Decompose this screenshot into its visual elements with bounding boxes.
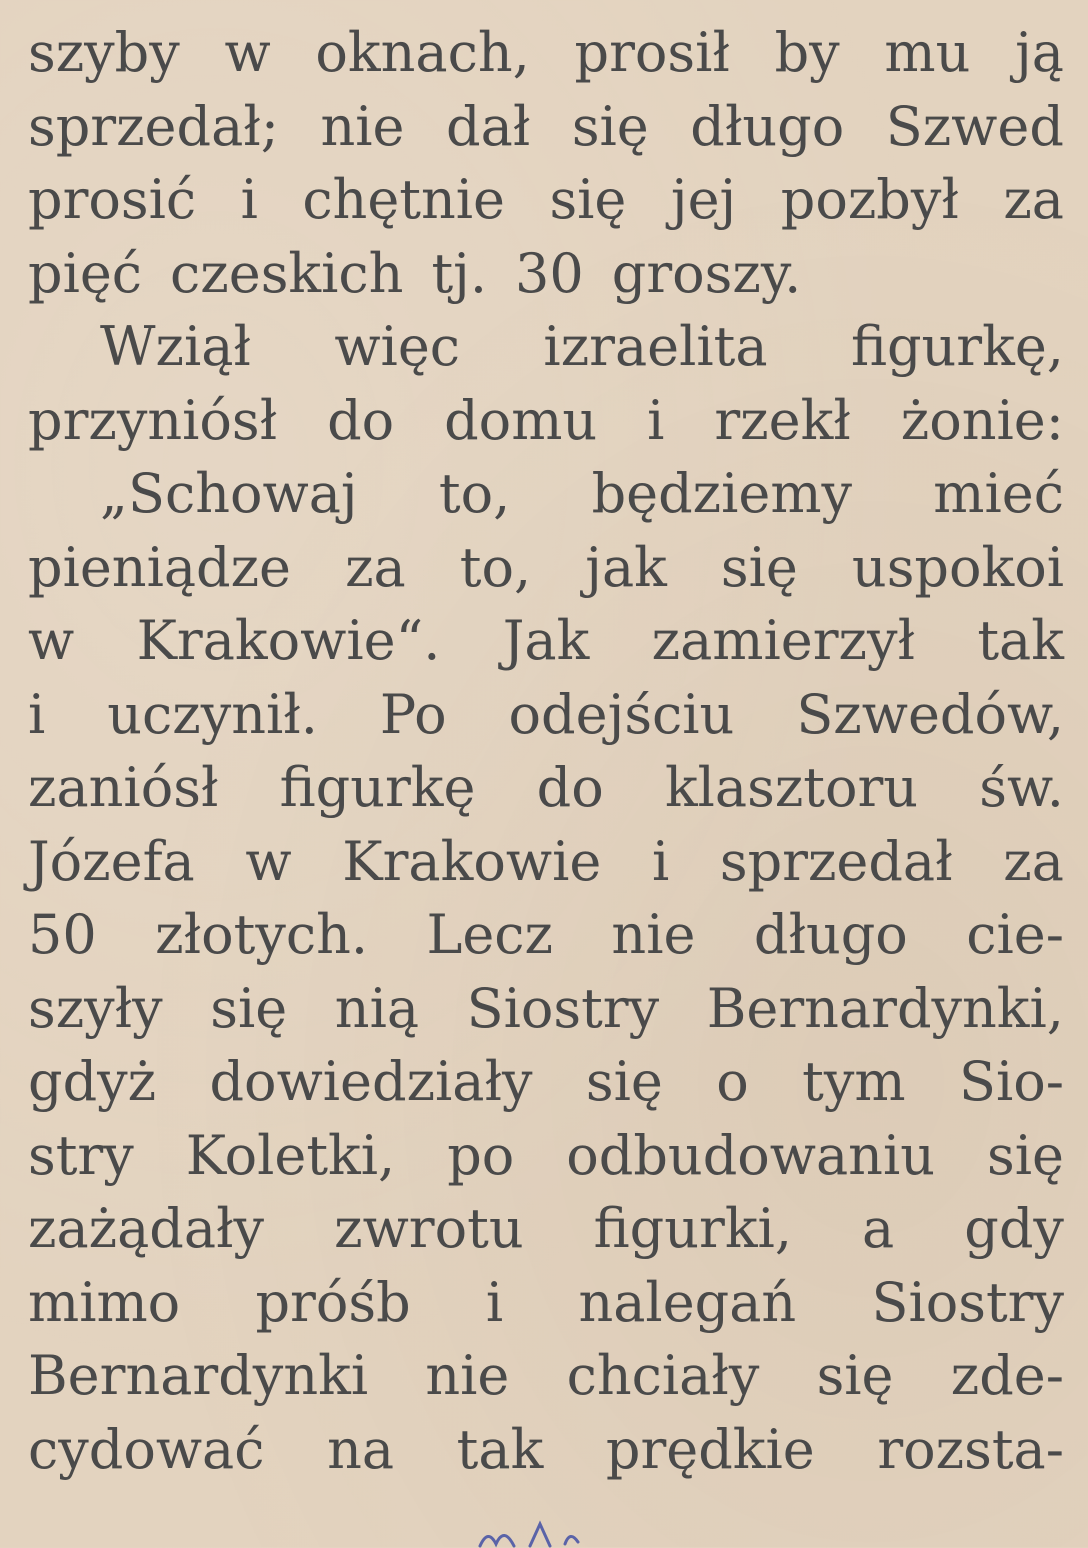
word: i xyxy=(240,168,258,231)
word: ją xyxy=(1015,21,1064,84)
word: szyby xyxy=(28,21,180,84)
word: rzekł xyxy=(714,388,851,452)
word: nią xyxy=(334,976,420,1040)
word: uczynił. xyxy=(107,682,318,746)
word: domu xyxy=(444,388,598,452)
word: próśb xyxy=(255,1270,411,1334)
text-line xyxy=(28,825,1064,899)
text-line xyxy=(28,1045,1064,1119)
word: zaniósł xyxy=(28,756,219,819)
word: odejściu xyxy=(508,682,735,746)
text-line xyxy=(28,310,1064,384)
text-column xyxy=(28,16,1064,1486)
word: się xyxy=(571,94,649,158)
word: tak xyxy=(977,609,1064,672)
text-line xyxy=(28,1413,1064,1487)
word: nie xyxy=(425,1344,510,1407)
word: 50 xyxy=(28,903,97,966)
word: rozsta- xyxy=(877,1417,1064,1481)
word: w xyxy=(245,829,292,893)
word: Bernardynki, xyxy=(706,976,1064,1040)
word: prosić xyxy=(28,168,197,231)
word: zamierzył xyxy=(651,609,916,672)
word: nalegań xyxy=(578,1270,797,1334)
word: pięć xyxy=(28,241,143,305)
text-line xyxy=(28,604,1064,678)
text-line xyxy=(28,384,1064,458)
text-line xyxy=(28,898,1064,972)
word: pieniądze xyxy=(28,535,292,599)
word: czeskich xyxy=(170,241,404,305)
word: tym xyxy=(802,1050,906,1113)
word: szyły xyxy=(28,976,163,1040)
word: to, xyxy=(438,462,511,525)
word: Bernardynki xyxy=(28,1344,369,1407)
word: figurkę xyxy=(279,756,476,819)
word: Szwed xyxy=(885,94,1064,158)
word: groszy. xyxy=(611,241,802,305)
text-line xyxy=(28,163,1064,237)
word: mieć xyxy=(933,462,1064,525)
word: sprzedał; xyxy=(28,94,279,158)
word: pozbył xyxy=(780,168,959,231)
text-line xyxy=(28,1266,1064,1340)
text-line xyxy=(28,1192,1064,1266)
word: oknach, xyxy=(315,21,530,84)
word: więc xyxy=(334,315,461,378)
word: i xyxy=(647,388,665,452)
word: zde- xyxy=(950,1344,1064,1407)
word: by xyxy=(774,21,840,84)
word: cie- xyxy=(966,903,1064,966)
word: uspokoi xyxy=(851,535,1064,599)
word: i xyxy=(651,829,670,893)
word: będziemy xyxy=(591,462,853,525)
ink-scribble-mark xyxy=(470,1518,630,1548)
word: chętnie xyxy=(302,168,505,231)
text-line xyxy=(28,678,1064,752)
word: złotych. xyxy=(155,903,369,966)
word: do xyxy=(327,388,395,452)
word: żonie: xyxy=(900,388,1064,452)
word: się xyxy=(549,168,627,231)
word: za xyxy=(1003,829,1064,893)
word: Siostry xyxy=(871,1270,1064,1334)
word: chciały xyxy=(566,1344,760,1407)
word: figurkę, xyxy=(850,315,1064,378)
word: zażądały xyxy=(28,1197,265,1260)
word: i xyxy=(28,682,46,746)
word: się xyxy=(816,1344,894,1407)
word: a xyxy=(862,1197,895,1260)
word: dał xyxy=(446,94,531,158)
word: mu xyxy=(884,21,971,84)
word: na xyxy=(327,1417,395,1481)
word: gdy xyxy=(964,1197,1064,1260)
text-line xyxy=(28,237,1064,311)
text-line xyxy=(28,457,1064,531)
word: Lecz xyxy=(426,903,553,966)
word: i xyxy=(485,1270,504,1334)
word: Józefa xyxy=(28,829,195,893)
word: 30 xyxy=(515,241,584,305)
word: Po xyxy=(379,682,447,746)
word: jak xyxy=(585,535,667,599)
word: Koletki, xyxy=(185,1123,396,1187)
word: Krakowie xyxy=(342,829,602,893)
text-line xyxy=(28,90,1064,164)
text-line xyxy=(28,1119,1064,1193)
word: „Schowaj xyxy=(100,462,358,525)
word: prędkie xyxy=(605,1417,815,1481)
word: Wziął xyxy=(100,315,251,378)
word: sprzedał xyxy=(719,829,953,893)
word: za xyxy=(1003,168,1064,231)
word: Krakowie“. xyxy=(136,609,441,672)
word: izraelita xyxy=(543,315,768,378)
word: się xyxy=(585,1050,663,1113)
word: w xyxy=(224,21,271,84)
word: się xyxy=(987,1123,1064,1187)
word: za xyxy=(345,535,406,599)
word: dowiedziały xyxy=(209,1050,533,1113)
word: stry xyxy=(28,1123,134,1187)
word: tak xyxy=(456,1417,544,1481)
word: do xyxy=(536,756,604,819)
text-line xyxy=(28,16,1064,90)
word: o xyxy=(716,1050,749,1113)
text-line xyxy=(28,751,1064,825)
word: mimo xyxy=(28,1270,181,1334)
word: Sio- xyxy=(958,1050,1064,1113)
word: prosił xyxy=(574,21,730,84)
word: w xyxy=(28,609,75,672)
word: Jak xyxy=(502,609,590,672)
word: cydować xyxy=(28,1417,265,1481)
word: przyniósł xyxy=(28,388,278,452)
word: długo xyxy=(690,94,845,158)
word: odbudowaniu xyxy=(566,1123,936,1187)
text-line xyxy=(28,972,1064,1046)
word: figurki, xyxy=(593,1197,792,1260)
word: nie xyxy=(320,94,405,158)
word: zwrotu xyxy=(334,1197,524,1260)
word: gdyż xyxy=(28,1050,157,1113)
word: po xyxy=(447,1123,515,1187)
word: tj. xyxy=(431,241,488,305)
word: Szwedów, xyxy=(796,682,1064,746)
word: się xyxy=(210,976,288,1040)
text-line xyxy=(28,1339,1064,1413)
word: Siostry xyxy=(466,976,660,1040)
word: jej xyxy=(670,168,737,231)
word: klasztoru xyxy=(664,756,919,819)
word: św. xyxy=(979,756,1064,819)
text-line xyxy=(28,531,1064,605)
word: nie xyxy=(611,903,696,966)
word: się xyxy=(720,535,798,599)
word: to, xyxy=(459,535,532,599)
word: długo xyxy=(753,903,908,966)
